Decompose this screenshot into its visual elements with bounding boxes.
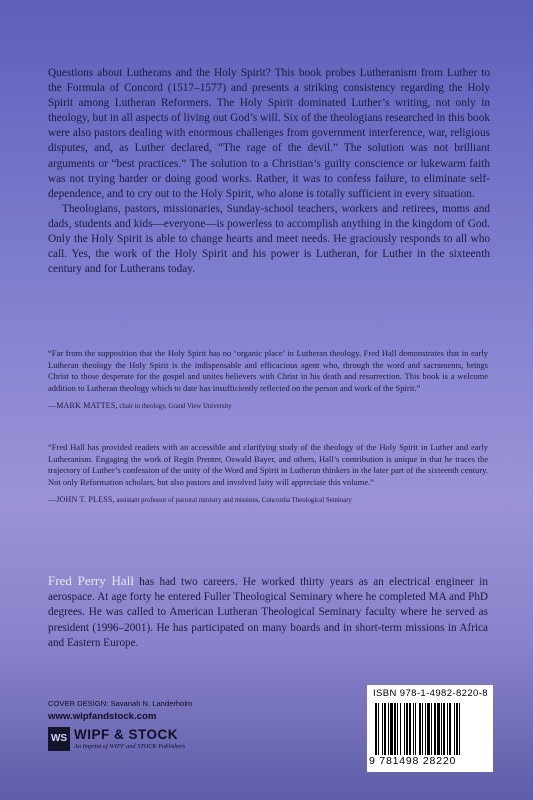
author-bio (48, 573, 488, 651)
publisher-website: www.wipfandstock.com (48, 711, 157, 722)
author-bio-paragraph (48, 573, 488, 651)
endorsement-attribution (48, 401, 488, 410)
publisher-tagline: An Imprint of WIPF and STOCK Publishers (74, 743, 186, 750)
publisher-logo (48, 727, 228, 753)
endorser-role: chair in theology, Grand View University (117, 403, 232, 411)
isbn-barcode (367, 685, 493, 772)
back-cover-blurb (48, 66, 490, 277)
blurb-paragraph-2: Theologians, pastors, missionaries, Sunday-school teachers, workers and retirees, moms and dads, students and kids—everyone—is powerless to accomplish anything in the kingdom of God. Only the Holy Spirit is able to change hearts and meet needs. He graciously responds to all who call. Yes, the work of the Holy Spirit and his power is Lutheran, for Luther in the sixteenth century and for Lutherans today. (48, 202, 490, 276)
author-bio-text: has had two careers. He worked thirty years as an electrical engineer in aerospace. At age forty he entered Fuller Theological Seminary where he completed MA and PhD degrees. He was called to American Lutheran Theological Seminary faculty where he served as president (1996–2001). He has participated on many boards and in short-term missions in Africa and Eastern Europe. (48, 576, 489, 649)
barcode-bars (375, 703, 485, 755)
endorsement-quote: “Far from the supposition that the Holy Spirit has no ‘organic place’ in Lutheran theology, Fred Hall demonstrates that in early Lutheran theology the Holy Spirit is the indispensable and efficacious agent who, through the word and sacraments, brings Christ to those desperate for the gospel and unites believers with Christ in his death and resurrection. This book is a welcome addition to Lutheran theology which to date has insufficiently reflected on the person and work of the Spirit.” (48, 348, 488, 393)
endorser-role: assistant professor of pastoral ministry and missions, Concordia Theological Seminary (114, 497, 352, 505)
endorsement-quote: “Fred Hall has provided readers with an accessible and clarifying study of the theology of the Holy Spirit in Luther and early Lutheranism. Engaging the work of Regin Prenter, Oswald Bayer, and others, Hall’s contribution is unique in that he traces the trajectory of Luther’s confession of the unity of the Word and Spirit in Lutheran thinkers in the later part of the sixteenth century. Not only Reformation scholars, but also pastors and involved laity will appreciate this volume.” (48, 442, 488, 487)
endorser-name: —JOHN T. PLESS, (48, 495, 115, 505)
endorsement-pless (48, 442, 488, 504)
cover-design-credit: COVER DESIGN: Savanah N. Landerholm (48, 699, 193, 708)
publisher-logo-mark: WS (48, 727, 70, 751)
endorser-name: —MARK MATTES, (48, 401, 118, 411)
blurb-paragraph-1: Questions about Lutherans and the Holy Spirit? This book probes Lutheranism from Luther to the Formula of Concord (1517–1577) and presents a striking consistency regarding the Holy Spirit among Lutheran Reformers. The Holy Spirit dominated Luther’s writing, not only in theology, but in all aspects of living out God’s will. Six of the theologians researched in this book were also pastors dealing with enormous challenges from government interference, war, religious disputes, and, as Luther declared, “The rage of the devil.” The solution was not brilliant arguments or “best practices.” The solution to a Christian’s guilty conscience or lukewarm faith was not trying harder or doing good works. Rather, it was to confess failure, to eliminate self-dependence, and to cry out to the Holy Spirit, who alone is totally sufficient in every situation. (48, 67, 490, 200)
endorsement-mattes (48, 348, 488, 410)
author-name: Fred Perry Hall (48, 573, 134, 588)
isbn-label: ISBN 978-1-4982-8220-8 (373, 688, 488, 699)
publisher-name: WIPF & STOCK (74, 727, 179, 742)
barcode-number: 9 781498 28220 (369, 755, 457, 767)
endorsement-attribution (48, 495, 488, 504)
